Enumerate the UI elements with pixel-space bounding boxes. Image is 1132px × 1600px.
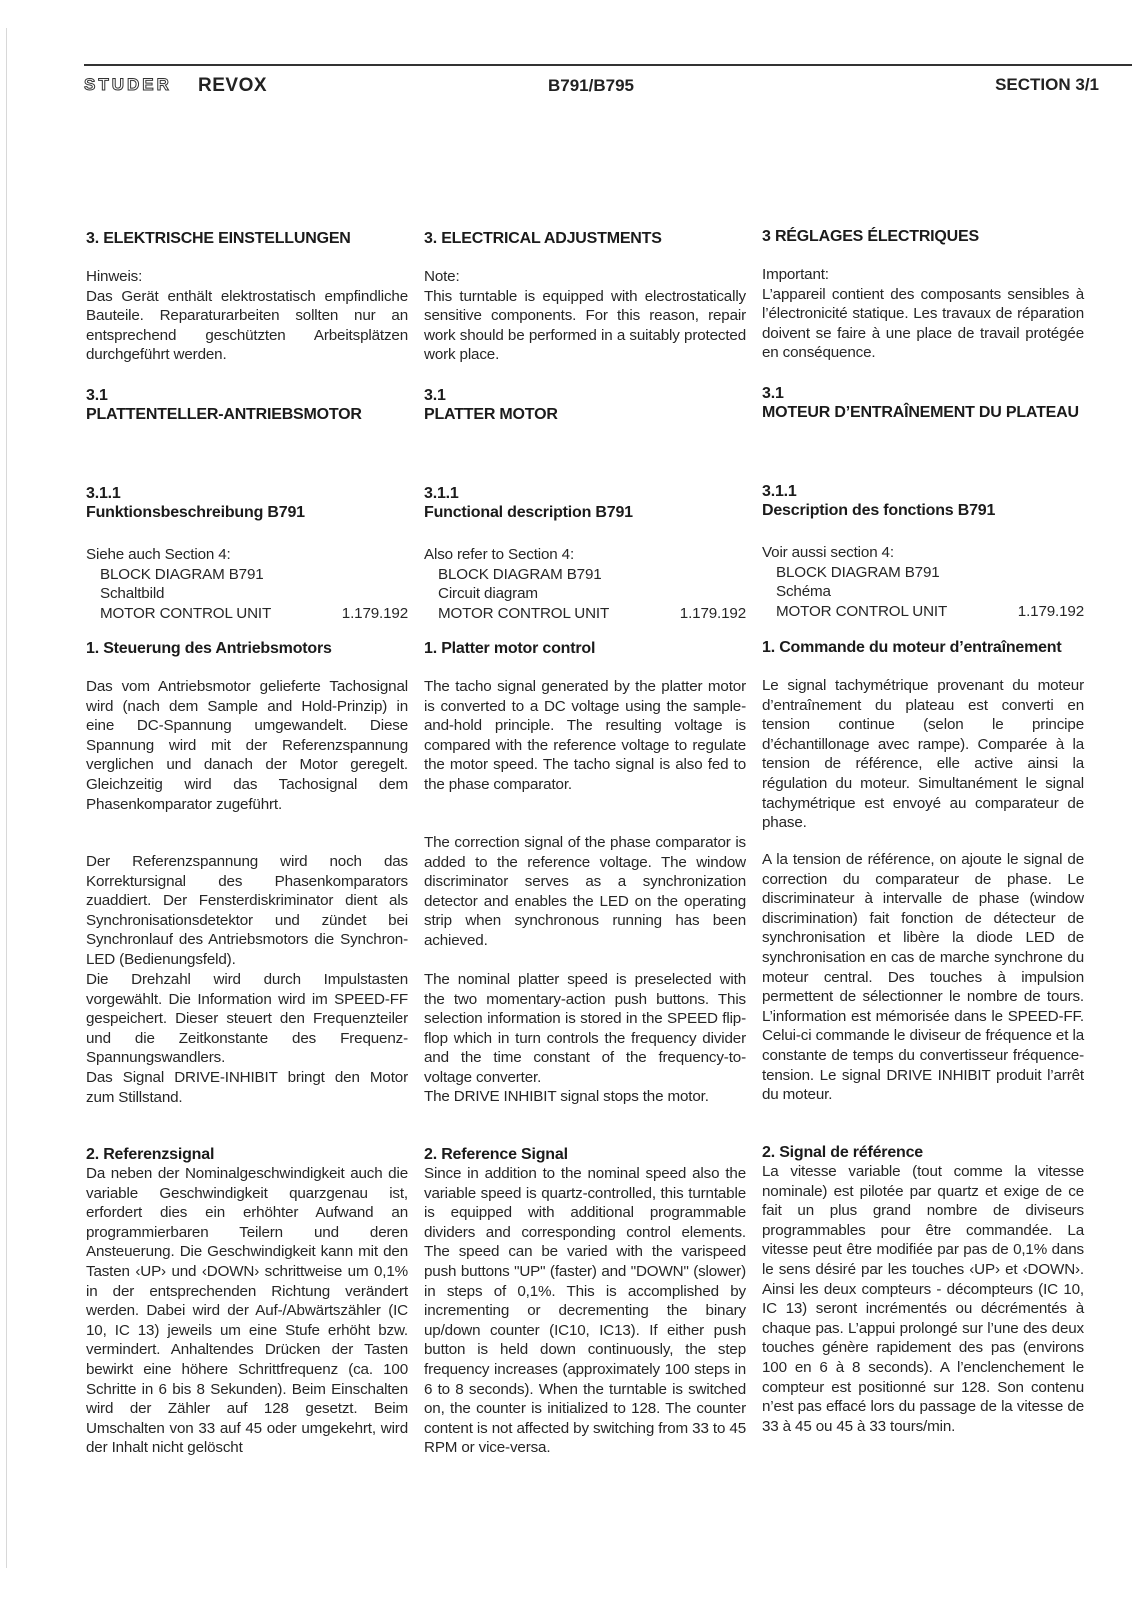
subheading: 1. Commande du moteur d’entraînement <box>762 639 1062 656</box>
paragraph: Der Referenzspannung wird noch das Korrektursignal des Phasenkomparators zuaddiert. Der Fensterdiskriminator dient als Synchronisationsdetektor und zündet bei Synchronlauf des Antriebsmotors die Synchron-LED (Bedienungsfeld). <box>86 853 408 968</box>
reference-code: 1.179.192 <box>1017 602 1084 620</box>
subheading: 1. Platter motor control <box>424 640 596 657</box>
paragraph: A la tension de référence, on ajoute le signal de correction du comparateur de phase. Le discriminateur à intervalle de phase (window discrimination) fait fonction de détecteur de synchronisation et libère la diode LED de synchronisation en cas de marche synchrone du moteur central. Des touches à impulsion permettent de sélectionner le nombre de tours. L’information est mémorisée dans le SPEED-FF. Celui-ci commande le diviseur de fréquence et la constante de temps du convertisseur fréquence-tension. Le signal DRIVE INHIBIT produit l’arrêt du moteur. <box>762 851 1084 1104</box>
note-block <box>86 267 408 365</box>
chapter-title: 3 RÉGLAGES ÉLECTRIQUES <box>762 228 979 245</box>
reference-item <box>424 604 746 624</box>
paragraph: Die Drehzahl wird durch Impulstasten vorgewählt. Die Information wird im SPEED-FF gespeichert. Dieser steuert den Frequenzteiler und die Zeitkonstante des Frequenz-Spannungswandlers. <box>86 971 408 1067</box>
note-label: Important: <box>762 266 829 283</box>
reference-list <box>762 543 1084 621</box>
binder-edge-line <box>6 28 7 1568</box>
reference-name: MOTOR CONTROL UNIT <box>438 604 610 622</box>
subheading: 2. Referenzsignal <box>86 1146 215 1163</box>
chapter-title: 3. ELECTRICAL ADJUSTMENTS <box>424 230 662 247</box>
studer-logo: STUDER <box>84 75 172 94</box>
paragraph: The DRIVE INHIBIT signal stops the motor. <box>424 1088 709 1105</box>
note-text: Das Gerät enthält elektrostatisch empfindliche Bauteile. Reparaturarbeiten sollten nur an entsprechend geschützten Arbeitsplätzen durchgeführt werden. <box>86 287 408 364</box>
paragraph: Das vom Antriebsmotor gelieferte Tachosignal wird (nach dem Sample and Hold-Prinzip) in eine DC-Spannung umgewandelt. Diese Spannung wird mit der Referenzspannung verglichen und danach der Motor geregelt. Gleichzeitig wird das Tachosignal dem Phasenkomparator zugeführt. <box>86 678 408 813</box>
revox-logo: REVOX <box>198 75 268 96</box>
note-text: This turntable is equipped with electrostatically sensitive components. For this reason, repair work should be performed in a suitably protected work place. <box>424 287 746 364</box>
paragraph: Das Signal DRIVE-INHIBIT bringt den Motor zum Stillstand. <box>86 1069 408 1106</box>
section-3-1-1-heading <box>86 484 408 522</box>
reference-item <box>86 604 408 624</box>
section-3-1-1-heading <box>762 482 1084 520</box>
note-text: L’appareil contient des composants sensibles à l’électronicité statique. Les travaux de réparation doivent se faire à une place de travail protégée en conséquence. <box>762 285 1084 362</box>
note-block <box>424 267 746 365</box>
note-label: Hinweis: <box>86 268 143 285</box>
section-number: 3.1.1 <box>86 485 121 502</box>
section-number: 3.1.1 <box>762 483 797 500</box>
section-number: 3.1 <box>762 385 784 402</box>
paragraph: The tacho signal generated by the platter motor is converted to a DC voltage using the sample-and-hold principle. The resulting voltage is compared with the reference voltage to regulate the motor speed. The tacho signal is also fed to the phase comparator. <box>424 678 746 793</box>
section-3-1-heading <box>762 384 1084 422</box>
paragraph: The nominal platter speed is preselected with the two momentary-action push buttons. This selection information is stored in the SPEED flip-flop which in turn controls the frequency divider and the time constant of the frequency-to-voltage converter. <box>424 971 746 1086</box>
reference-item: Schaltbild <box>100 585 165 603</box>
note-label: Note: <box>424 268 460 285</box>
section-3-1-1-heading <box>424 484 746 522</box>
chapter-title: 3. ELEKTRISCHE EINSTELLUNGEN <box>86 230 351 247</box>
section-title: PLATTENTELLER-ANTRIEBSMOTOR <box>86 406 362 423</box>
section-number: 3.1.1 <box>424 485 459 502</box>
section-title: MOTEUR D’ENTRAÎNEMENT DU PLATEAU <box>762 404 1079 421</box>
reference-item: BLOCK DIAGRAM B791 <box>438 565 602 583</box>
page-header <box>84 64 1132 100</box>
section-number: 3.1 <box>424 387 446 404</box>
reference-name: MOTOR CONTROL UNIT <box>776 602 948 620</box>
reference-item <box>762 602 1084 622</box>
model-number: B791/B795 <box>548 76 635 95</box>
reference-list <box>86 545 408 623</box>
paragraph: Le signal tachymétrique provenant du moteur d’entraînement du plateau est converti en tension continue (selon le principe d’échantillonage avec rampe). Comparée à la tension de référence, elle active ainsi la régulation du moteur. Simultanément le signal tachymétrique est envoyé au comparateur de phase. <box>762 677 1084 832</box>
reference-intro: Also refer to Section 4: <box>424 546 575 563</box>
subheading: 2. Signal de référence <box>762 1144 924 1161</box>
reference-item: Circuit diagram <box>438 585 538 603</box>
section-3-1-heading <box>86 386 408 424</box>
reference-code: 1.179.192 <box>341 604 408 622</box>
reference-intro: Siehe auch Section 4: <box>86 546 231 563</box>
reference-name: MOTOR CONTROL UNIT <box>100 604 272 622</box>
paragraph: Da neben der Nominalgeschwindigkeit auch die variable Geschwindigkeit quarzgenau ist, erfordert dies ein erhöhter Aufwand an programmierbaren Teilern und deren Ansteuerung. Die Geschwindigkeit kann mit den Tasten ‹UP› und ‹DOWN› schrittweise um 0,1% in der entsprechenden Richtung verändert werden. Dabei wird der Auf-/Abwärtszähler (IC 10, IC 13) jeweils um eine Stufe erhöht bzw. vermindert. Anhaltendes Drücken der Tasten bewirkt eine höhere Schrittfrequenz (ca. 100 Schritte in 6 bis 8 Sekunden). Beim Einschalten wird der Zähler auf 128 gesetzt. Beim Umschalten von 33 auf 45 oder umgekehrt, wird der Inhalt nicht gelöscht <box>86 1165 408 1457</box>
subheading: 1. Steuerung des Antriebsmotors <box>86 640 332 657</box>
section-number: 3.1 <box>86 387 108 404</box>
section-title: Functional description B791 <box>424 504 633 521</box>
subheading: 2. Reference Signal <box>424 1146 568 1163</box>
reference-item: Schéma <box>776 583 831 601</box>
section-title: PLATTER MOTOR <box>424 406 558 423</box>
section-title: Description des fonctions B791 <box>762 502 996 519</box>
reference-code: 1.179.192 <box>679 604 746 622</box>
section-title: Funktionsbeschreibung B791 <box>86 504 305 521</box>
reference-item: BLOCK DIAGRAM B791 <box>100 565 264 583</box>
reference-intro: Voir aussi section 4: <box>762 544 894 561</box>
note-block <box>762 265 1084 363</box>
reference-list <box>424 545 746 623</box>
paragraph: The correction signal of the phase comparator is added to the reference voltage. The window discriminator serves as a synchronization detector and enables the LED on the operating strip when synchronous running has been achieved. <box>424 834 746 949</box>
paragraph: La vitesse variable (tout comme la vitesse nominale) est pilotée par quartz et exige de ce fait un plus grand nombre de diviseurs programmables pour être commandée. La vitesse peut être modifiée par pas de 0,1% dans le sens désiré par les touches ‹UP› et ‹DOWN›. Ainsi les deux compteurs - décompteurs (IC 10, IC 13) seront incrémentés ou décrémentés à chaque pas. L’appui prolongé sur l’une des deux touches génère rapidement des pas (environs 100 en 6 à 8 seconds). A l’enclenchement le compteur est positionné sur 128. Son contenu n’est pas effacé lors du passage de la vitesse de 33 à 45 ou 45 à 33 tours/min. <box>762 1163 1084 1435</box>
reference-item: BLOCK DIAGRAM B791 <box>776 563 940 581</box>
section-number: SECTION 3/1 <box>995 75 1099 94</box>
paragraph: Since in addition to the nominal speed also the variable speed is quartz-controlled, this turntable is equipped with additional programmable dividers and corresponding control elements. The speed can be varied with the varispeed push buttons "UP" (faster) and "DOWN" (slower) in steps of 0,1%. This is accomplished by incrementing or decrementing the binary up/down counter (IC10, IC13). If either push button is held down continuously, the step frequency increases (approximately 100 steps in 6 to 8 seconds). When the turntable is switched on, the counter is initialized to 128. The counter content is not affected by switching from 33 to 45 RPM or vice-versa. <box>424 1165 746 1457</box>
section-3-1-heading <box>424 386 746 424</box>
